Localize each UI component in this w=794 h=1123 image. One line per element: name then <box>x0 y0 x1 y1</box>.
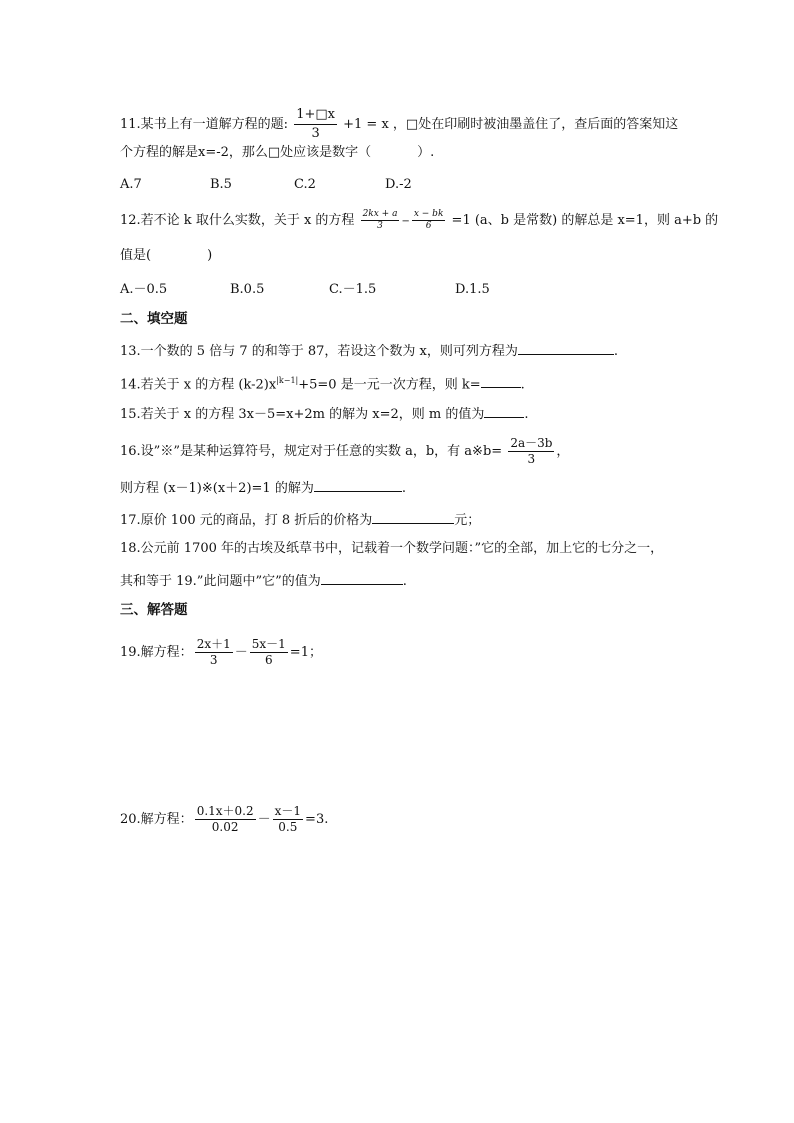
q14-answer-blank[interactable] <box>481 373 521 388</box>
q12-text-pre: 12.若不论 k 取什么实数，关于 x 的方程 <box>120 213 355 228</box>
q19-frac2-denominator: 6 <box>264 653 273 667</box>
q11-frac-denominator: 3 <box>311 126 320 141</box>
q11-option-a: A.7 <box>120 177 142 192</box>
q19-fraction-2 <box>250 637 288 668</box>
q15-text: 15.若关于 x 的方程 3x－5=x+2m 的解为 x=2，则 m 的值为 <box>120 407 485 422</box>
q12-option-d: D.1.5 <box>455 282 490 297</box>
q19-frac1-numerator: 2x＋1 <box>196 637 231 651</box>
question-13 <box>120 340 698 362</box>
q15-end: . <box>524 407 529 422</box>
q11-option-d: D.-2 <box>385 177 412 192</box>
question-15 <box>120 403 698 425</box>
q20-frac2-numerator: x－1 <box>274 804 302 818</box>
q18-answer-blank[interactable] <box>321 570 403 585</box>
question-16-line-1 <box>120 436 698 467</box>
q17-end: 元； <box>454 513 481 528</box>
q19-frac2-numerator: 5x－1 <box>251 637 286 651</box>
q16-text-post: ， <box>556 444 570 459</box>
q14-end: . <box>520 377 525 393</box>
q16-frac-denominator: 3 <box>527 452 536 466</box>
q20-fraction-2 <box>273 804 303 835</box>
q20-frac2-denominator: 0.5 <box>278 820 298 834</box>
question-14 <box>120 371 698 395</box>
question-17 <box>120 509 698 531</box>
question-11-line-1 <box>120 106 698 143</box>
q18-end: . <box>402 574 407 589</box>
q19-text-post: =1； <box>289 645 322 660</box>
q11-text-pre: 11.某书上有一道解方程的题: <box>120 117 289 132</box>
q12-option-b: B.0.5 <box>230 282 265 297</box>
q14-exponent: |k−1| <box>276 376 299 385</box>
q17-answer-blank[interactable] <box>372 509 454 524</box>
q18-line2: 其和等于 19.”此问题中”它”的值为 <box>120 574 321 589</box>
q15-answer-blank[interactable] <box>484 403 524 418</box>
q16-end: . <box>401 481 406 496</box>
q12-frac1-denominator: 3 <box>377 221 383 231</box>
q16-text-pre: 16.设”※”是某种运算符号，规定对于任意的实数 a，b，有 a※b= <box>120 444 503 459</box>
q11-text-post: +1 = x ，□处在印刷时被油墨盖住了，查后面的答案知这 <box>343 117 679 132</box>
q12-frac2-denominator: 6 <box>425 221 432 231</box>
q12-minus: − <box>401 216 410 227</box>
section-solve-heading: 三、解答题 <box>120 602 188 618</box>
q13-end: . <box>613 344 619 359</box>
q14-text-post: +5=0 是一元一次方程，则 k= <box>298 377 481 393</box>
q12-fraction-2 <box>412 209 446 232</box>
q12-fraction-1 <box>361 209 400 232</box>
question-12-line-1 <box>120 209 719 232</box>
q20-text-pre: 20.解方程： <box>120 812 193 827</box>
q14-text-pre: 14.若关于 x 的方程 (k-2)x <box>120 377 277 393</box>
question-18-line-1: 18.公元前 1700 年的古埃及纸草书中，记载着一个数学问题：”它的全部，加上它的七分之一， <box>120 541 664 556</box>
question-20 <box>120 804 698 835</box>
q16-line2: 则方程 (x－1)※(x＋2)=1 的解为 <box>120 481 314 496</box>
q20-frac1-denominator: 0.02 <box>211 820 239 834</box>
q19-minus: － <box>234 645 248 660</box>
q16-frac-numerator: 2a－3b <box>510 436 553 450</box>
q11-option-c: C.2 <box>294 177 316 192</box>
q19-fraction-1 <box>195 637 233 668</box>
q20-text-post: =3. <box>305 812 329 827</box>
q13-text: 13.一个数的 5 倍与 7 的和等于 87，若设这个数为 x，则可列方程为 <box>120 344 518 359</box>
q12-text-post: =1 (a、b 是常数) 的解总是 x=1，则 a+b 的 <box>451 213 719 228</box>
question-18-line-2 <box>120 570 698 592</box>
q11-line2-post: ）. <box>417 145 435 160</box>
q12-option-c: C.－1.5 <box>329 282 377 297</box>
q12-line2-pre: 值是( <box>120 248 152 263</box>
q16-answer-blank[interactable] <box>314 477 402 492</box>
q20-frac1-numerator: 0.1x＋0.2 <box>196 804 254 818</box>
q11-fraction <box>294 106 337 143</box>
q19-text-pre: 19.解方程： <box>120 645 193 660</box>
q12-option-a: A.－0.5 <box>120 282 168 297</box>
q17-text: 17.原价 100 元的商品，打 8 折后的价格为 <box>120 513 373 528</box>
q12-frac1-numerator: 2kx + a <box>362 209 398 219</box>
q11-option-b: B.5 <box>210 177 232 192</box>
q20-minus: － <box>257 812 271 827</box>
question-19 <box>120 637 698 668</box>
q20-fraction-1 <box>195 804 256 835</box>
q11-frac-numerator: 1+□x <box>294 106 337 125</box>
question-12-line-2 <box>120 246 698 266</box>
question-11-line-2 <box>120 143 698 163</box>
section-fill-in-heading: 二、填空题 <box>120 311 188 327</box>
question-16-line-2 <box>120 477 698 499</box>
q19-frac1-denominator: 3 <box>209 653 218 667</box>
q11-line2-pre: 个方程的解是x=-2，那么□处应该是数字（ <box>120 145 372 160</box>
q13-answer-blank[interactable] <box>518 340 614 355</box>
q12-line2-post: ) <box>207 248 213 263</box>
q12-frac2-numerator: x − bk <box>413 209 444 219</box>
q16-fraction <box>508 436 554 467</box>
